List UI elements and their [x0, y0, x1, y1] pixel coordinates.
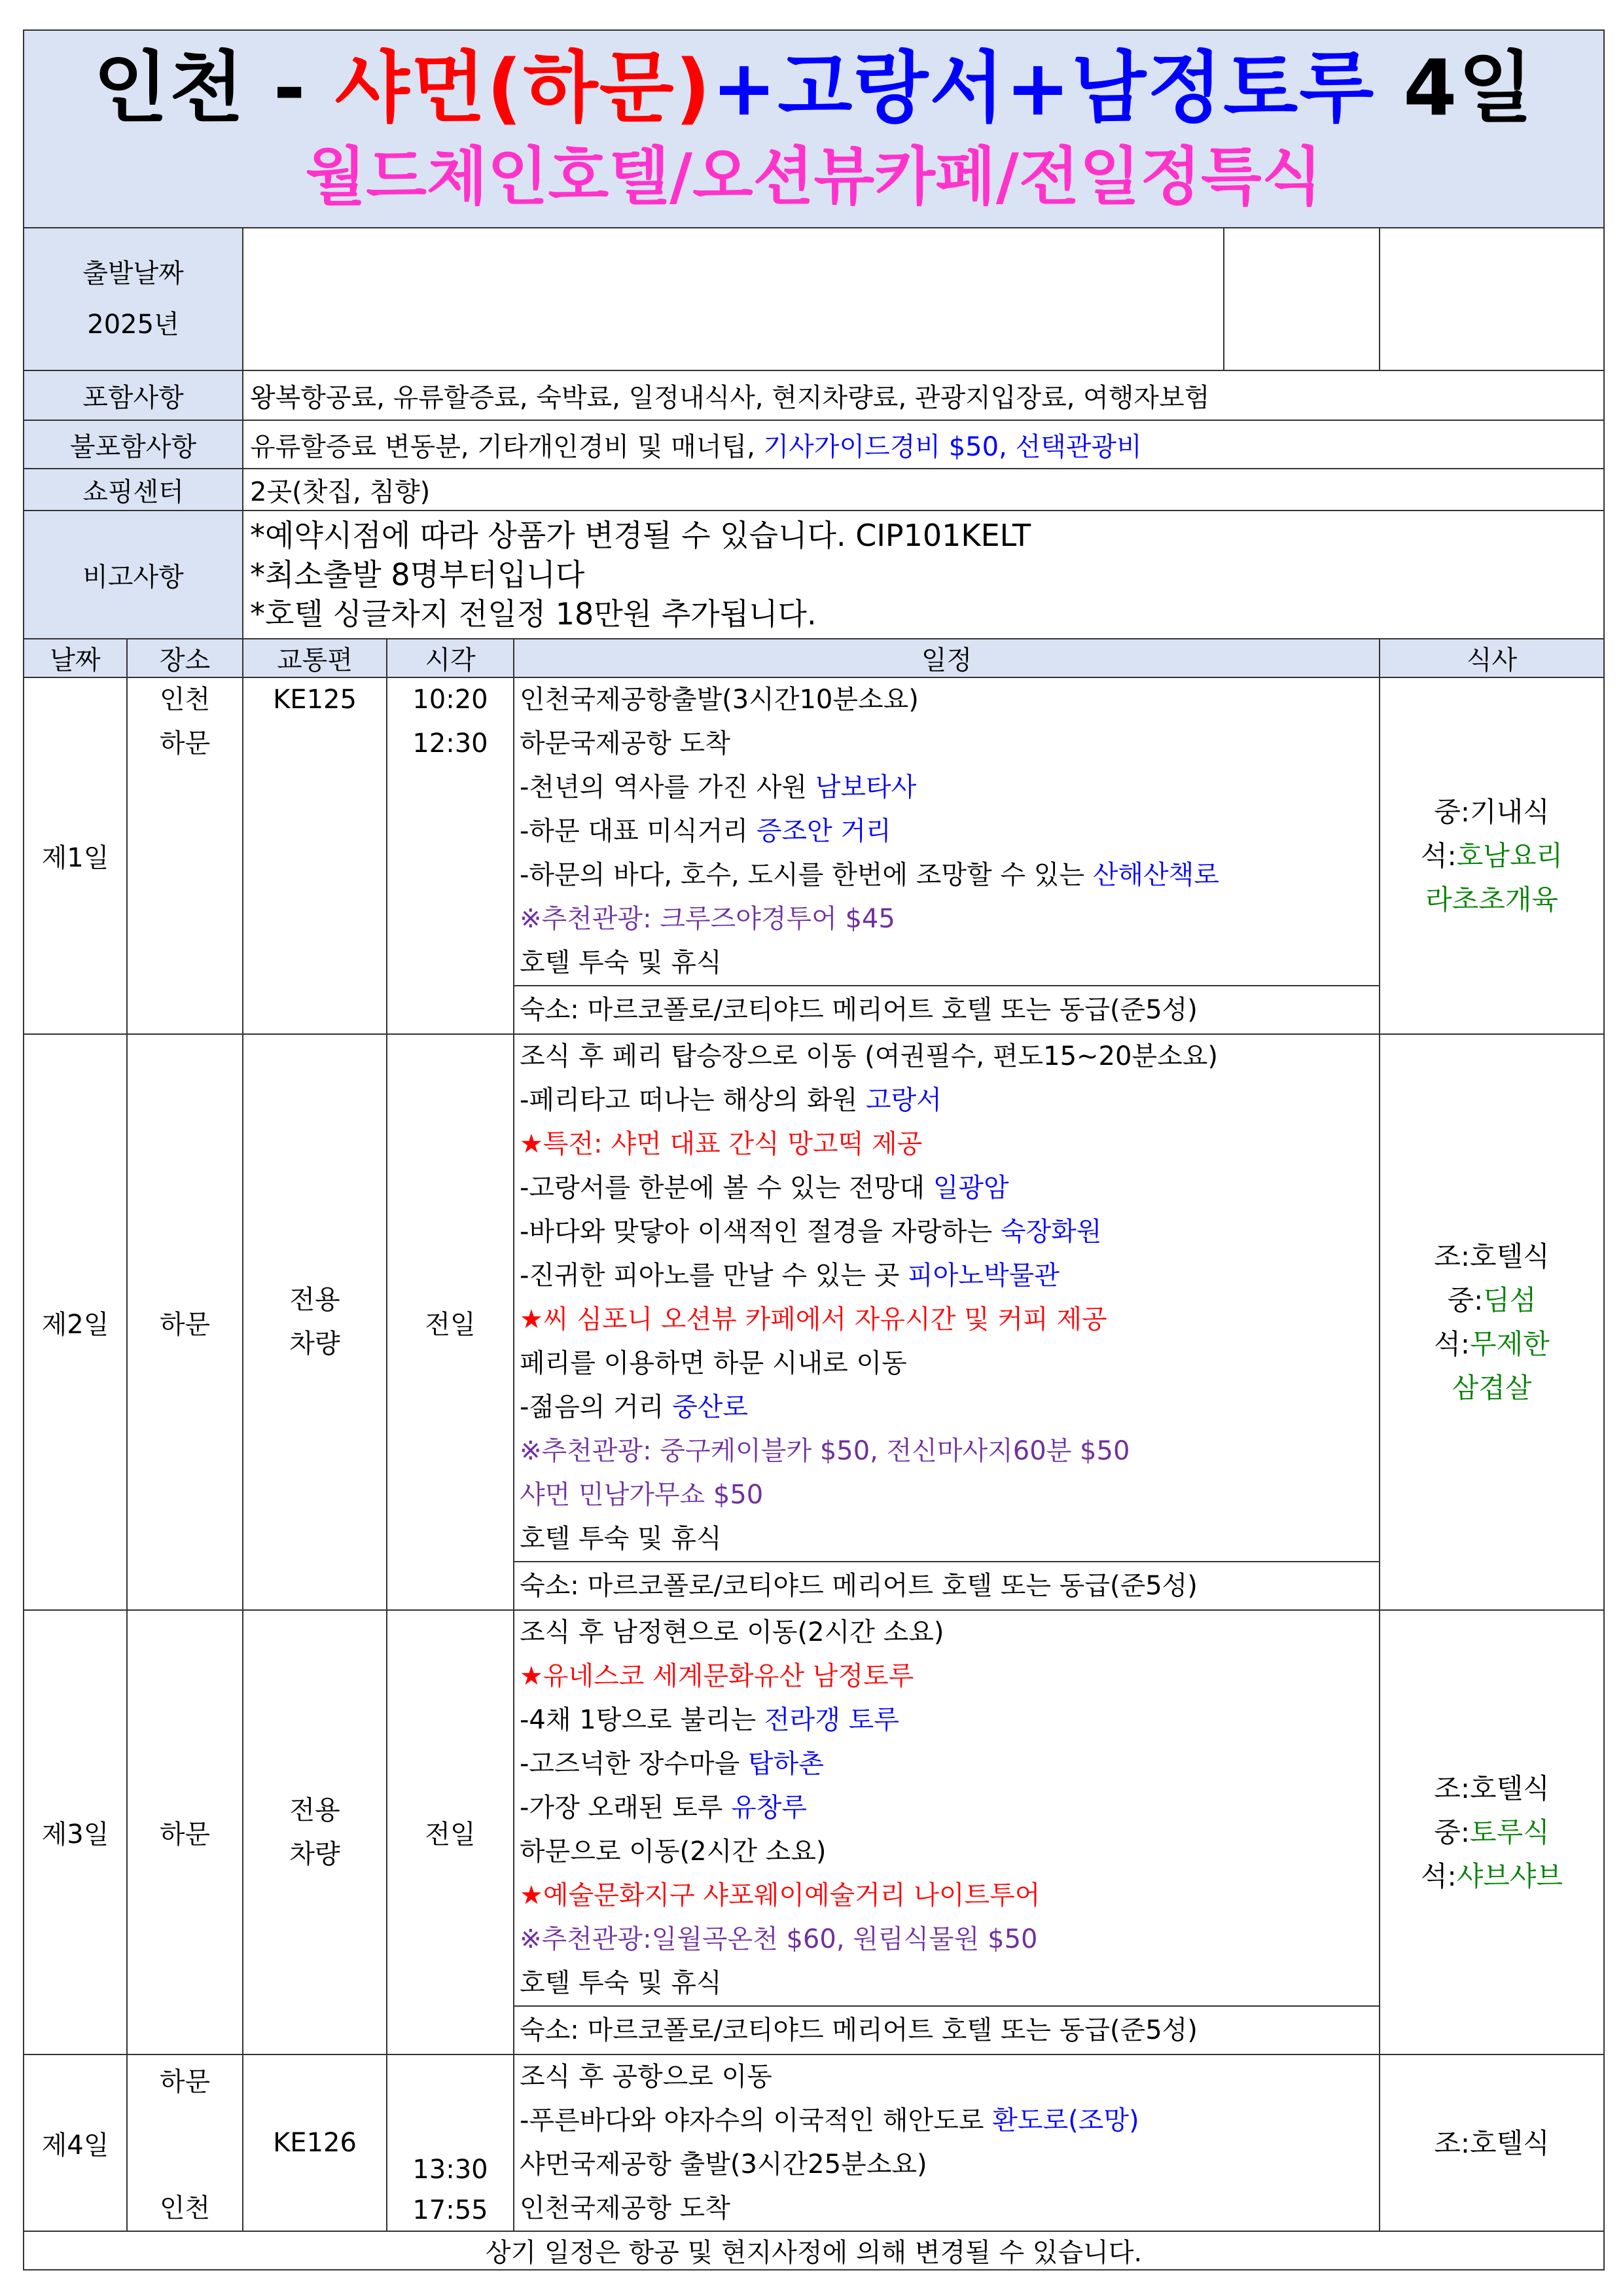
schedule-line: -페리타고 떠나는 해상의 화원 고랑서 [520, 1085, 942, 1115]
schedule-line: 조식 후 공항으로 이동 [520, 2062, 772, 2092]
day-place: 하문 인천 [127, 2054, 243, 2231]
schedule-line: ★특전: 샤먼 대표 간식 망고떡 제공 [520, 1129, 923, 1159]
meal-line: 중:토루식 [1434, 1816, 1550, 1848]
day-label: 제2일 [24, 1034, 127, 1610]
day-transport: KE126 [243, 2054, 387, 2231]
day-place: 인천 하문 [127, 677, 243, 1034]
accommodation: 숙소: 마르코폴로/코티야드 메리어트 호텔 또는 동급(준5성) [514, 985, 1379, 1033]
day-schedule [514, 2054, 1380, 2231]
schedule-line: 호텔 투숙 및 휴식 [520, 948, 722, 978]
schedule-line: -하문의 바다, 호수, 도시를 한번에 조망할 수 있는 산해산책로 [520, 860, 1219, 890]
schedule-line: -진귀한 피아노를 만날 수 있는 곳 피아노박물관 [520, 1261, 1060, 1291]
schedule-line: ★유네스코 세계문화유산 남정토루 [520, 1661, 914, 1691]
header-place: 장소 [127, 639, 243, 677]
main-title: 인천 - 샤먼(하문)+고랑서+남정토루 4일 [93, 43, 1535, 133]
shopping-value: 2곳(찻집, 침향) [243, 469, 1604, 511]
meal-line: 라초초개육 [1425, 884, 1558, 916]
day-schedule [514, 1034, 1380, 1610]
meal-line: 석:샤브샤브 [1420, 1860, 1563, 1892]
remark-line: *예약시점에 따라 상품가 변경될 수 있습니다. CIP101KELT [250, 518, 1031, 553]
departure-divider [1223, 228, 1224, 370]
schedule-line: -고랑서를 한분에 볼 수 있는 전망대 일광암 [520, 1173, 1009, 1203]
included-label: 포함사항 [24, 370, 243, 420]
day-label: 제3일 [24, 1610, 127, 2054]
departure-dates-cell [243, 228, 1380, 370]
meal-line: 석:무제한 [1434, 1328, 1550, 1360]
day-meals [1380, 2054, 1604, 2231]
day-place: 하문 [127, 1610, 243, 2054]
schedule-line: ※추천관광: 크루즈야경투어 $45 [520, 904, 895, 934]
schedule-line: -푸른바다와 야자수의 이국적인 해안도로 환도로(조망) [520, 2106, 1139, 2136]
schedule-line: 페리를 이용하면 하문 시내로 이동 [520, 1348, 907, 1378]
header-time: 시각 [387, 639, 514, 677]
schedule-line: -젊음의 거리 중산로 [520, 1392, 748, 1422]
day-time: 13:30 17:55 [387, 2054, 514, 2231]
schedule-line: 하문국제공항 도착 [520, 728, 730, 759]
departure-extra-cell [1380, 228, 1604, 370]
schedule-line: -천년의 역사를 가진 사원 남보타사 [520, 772, 917, 802]
meal-line: 석:호남요리 [1420, 840, 1563, 872]
day-transport: KE125 [243, 677, 387, 1034]
schedule-lines [514, 2055, 1379, 2231]
day-meals [1380, 1610, 1604, 2054]
day-row [24, 1610, 1604, 2054]
schedule-line: 호텔 투숙 및 휴식 [520, 1524, 722, 1554]
header-schedule: 일정 [514, 639, 1380, 677]
meal-line: 조:호텔식 [1434, 2126, 1550, 2159]
schedule-line: -하문 대표 미식거리 증조안 거리 [520, 816, 891, 846]
schedule-line: ※추천관광: 중구케이블카 $50, 전신마사지60분 $50 [520, 1436, 1130, 1466]
departure-label: 출발날짜 [82, 259, 184, 289]
schedule-lines [514, 1611, 1379, 2005]
schedule-lines [514, 678, 1379, 985]
remark-line: *호텔 싱글차지 전일정 18만원 추가됩니다. [250, 596, 817, 632]
schedule-line: 하문으로 이동(2시간 소요) [520, 1837, 827, 1867]
schedule-line: -바다와 맞닿아 이색적인 절경을 자랑하는 숙장화원 [520, 1217, 1102, 1247]
day-schedule [514, 677, 1380, 1034]
footer-note: 상기 일정은 항공 및 현지사정에 의해 변경될 수 있습니다. [24, 2231, 1604, 2270]
schedule-line: ※추천관광:일월곡온천 $60, 원림식물원 $50 [520, 1924, 1038, 1954]
schedule-line: 샤먼국제공항 출발(3시간25분소요) [520, 2149, 927, 2179]
schedule-line: -고즈넉한 장수마을 탑하촌 [520, 1749, 824, 1779]
day-meals [1380, 1034, 1604, 1610]
schedule-line: ★예술문화지구 샤포웨이예술거리 나이트투어 [520, 1880, 1041, 1910]
schedule-header-row [24, 639, 1604, 677]
header-transport: 교통편 [243, 639, 387, 677]
meal-line: 중:기내식 [1434, 796, 1550, 828]
day-meals [1380, 677, 1604, 1034]
schedule-line: ★씨 심포니 오션뷰 카페에서 자유시간 및 커피 제공 [520, 1304, 1107, 1335]
day-transport: 전용 차량 [243, 1034, 387, 1610]
accommodation: 숙소: 마르코폴로/코티야드 메리어트 호텔 또는 동급(준5성) [514, 1561, 1379, 1609]
schedule-line: 샤먼 민남가무쇼 $50 [520, 1480, 764, 1510]
schedule-line: 조식 후 남정현으로 이동(2시간 소요) [520, 1617, 944, 1647]
itinerary-table [23, 29, 1605, 2270]
day-row [24, 1034, 1604, 1610]
header-meals: 식사 [1380, 639, 1604, 677]
day-label: 제4일 [24, 2054, 127, 2231]
excluded-value: 유류할증료 변동분, 기타개인경비 및 매너팁, 기사가이드경비 $50, 선택관광비 [243, 420, 1604, 469]
meal-line: 삼겹살 [1452, 1372, 1532, 1404]
day-transport: 전용 차량 [243, 1610, 387, 2054]
day-row [24, 677, 1604, 1034]
departure-label-cell [24, 228, 243, 370]
remark-line: *최소출발 8명부터입니다 [250, 557, 585, 592]
day-time: 10:20 12:30 [387, 677, 514, 1034]
schedule-line: -4채 1탕으로 불리는 전라갱 토루 [520, 1705, 899, 1735]
meal-line: 조:호텔식 [1434, 1240, 1550, 1272]
day-row [24, 2054, 1604, 2231]
schedule-line: 호텔 투숙 및 휴식 [520, 1968, 722, 1998]
included-value: 왕복항공료, 유류할증료, 숙박료, 일정내식사, 현지차량료, 관광지입장료, 여행자보험 [243, 370, 1604, 420]
day-time: 전일 [387, 1034, 514, 1610]
remarks-label: 비고사항 [24, 511, 243, 639]
schedule-line: 인천국제공항출발(3시간10분소요) [520, 685, 919, 715]
meal-line: 조:호텔식 [1434, 1772, 1550, 1804]
subtitle: 월드체인호텔/오션뷰카페/전일정특식 [305, 140, 1323, 213]
day-time: 전일 [387, 1610, 514, 2054]
schedule-line: 조식 후 페리 탑승장으로 이동 (여권필수, 편도15~20분소요) [520, 1041, 1218, 1071]
schedule-line: -가장 오래된 토루 유창루 [520, 1793, 807, 1823]
schedule-line: 인천국제공항 도착 [520, 2193, 730, 2223]
accommodation: 숙소: 마르코폴로/코티야드 메리어트 호텔 또는 동급(준5성) [514, 2005, 1379, 2054]
meal-line: 중:딤섬 [1447, 1284, 1537, 1316]
day-schedule [514, 1610, 1380, 2054]
header-date: 날짜 [24, 639, 127, 677]
excluded-label: 불포함사항 [24, 420, 243, 469]
day-place: 하문 [127, 1034, 243, 1610]
shopping-label: 쇼핑센터 [24, 469, 243, 511]
day-label: 제1일 [24, 677, 127, 1034]
schedule-lines [514, 1035, 1379, 1561]
title-block [24, 30, 1604, 228]
remarks-value [243, 511, 1604, 639]
departure-year: 2025년 [87, 310, 179, 340]
itinerary-sheet [23, 29, 1603, 2270]
